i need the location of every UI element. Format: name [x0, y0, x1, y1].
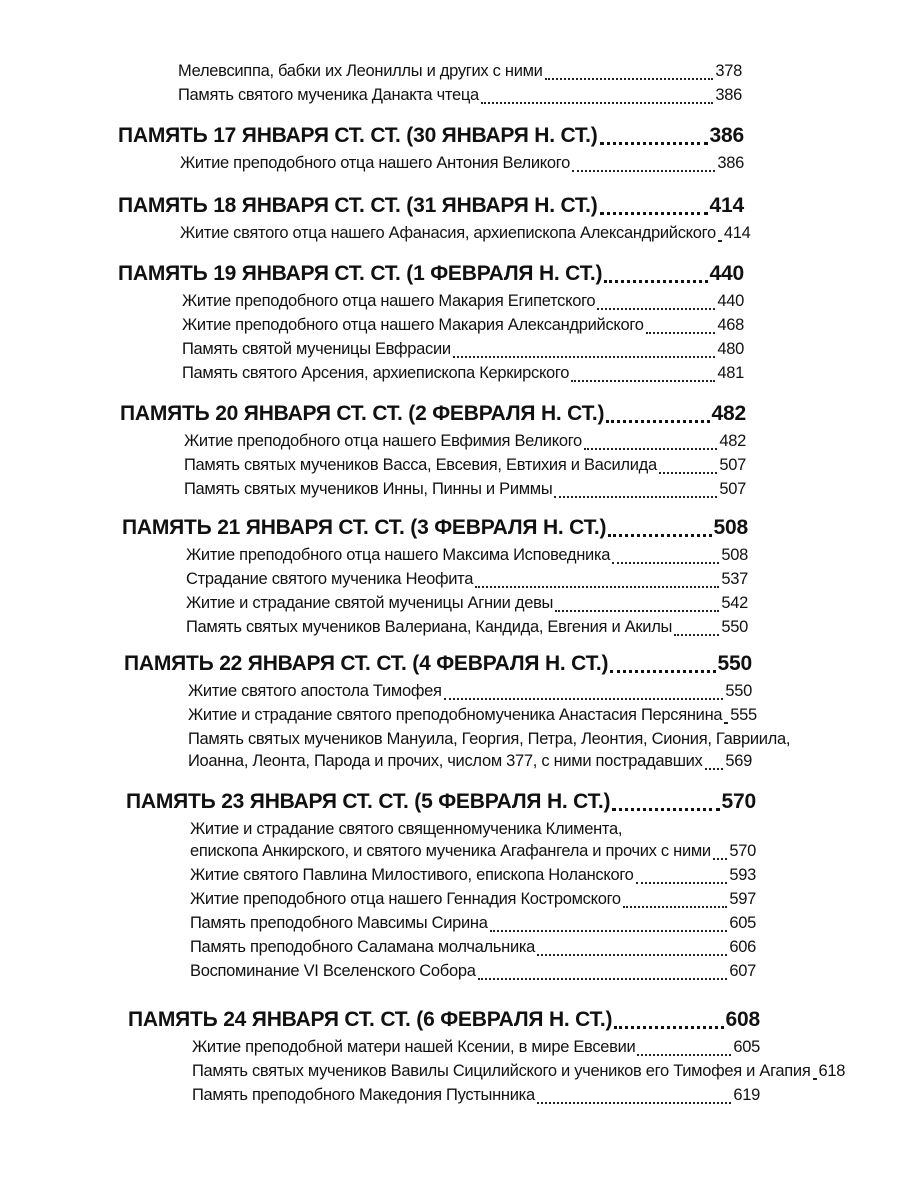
toc-entry[interactable] — [182, 292, 744, 316]
entry-title: Житие святого отца нашего Афанасия, архиепископа Александрийского — [180, 224, 716, 242]
toc-entry[interactable] — [188, 752, 752, 776]
entry-page-number: 507 — [719, 456, 746, 474]
entry-title: Память святых мучеников Вавилы Сицилийского и учеников его Тимофея и Агапия — [192, 1062, 811, 1080]
entry-page-number: 605 — [729, 914, 756, 932]
toc-entry[interactable] — [182, 340, 744, 364]
entry-page-number: 537 — [721, 570, 748, 588]
entry-title: Житие святого апостола Тимофея — [188, 682, 442, 700]
toc-entry[interactable] — [190, 820, 756, 842]
entry-title: Память преподобного Мавсимы Сирина — [190, 914, 488, 932]
entry-title: Житие святого Павлина Милостивого, епископа Ноланского — [190, 866, 634, 884]
entry-page-number: 440 — [717, 292, 744, 310]
dot-leader — [600, 212, 708, 215]
toc-entry[interactable] — [192, 1038, 760, 1062]
section-heading[interactable] — [126, 790, 756, 818]
heading-title: ПАМЯТЬ 20 ЯНВАРЯ СТ. СТ. (2 ФЕВРАЛЯ Н. СТ.) — [120, 402, 605, 425]
toc-entry[interactable] — [182, 316, 744, 340]
section-heading[interactable] — [128, 1008, 760, 1036]
entry-page-number: 605 — [733, 1038, 760, 1056]
entry-title: Житие и страдание святого священномученика Климента, — [190, 820, 623, 838]
entry-title: Память святого мученика Данакта чтеца — [178, 86, 479, 104]
entry-title: Память святых мучеников Васса, Евсевия, Евтихия и Василида — [184, 456, 657, 474]
toc-entry[interactable] — [192, 1086, 760, 1110]
entry-title: Иоанна, Леонта, Парода и прочих, числом 377, с ними пострадавших — [188, 752, 703, 770]
entry-page-number: 606 — [729, 938, 756, 956]
dot-leader — [646, 332, 716, 334]
entry-page-number: 468 — [717, 316, 744, 334]
toc-section — [0, 790, 900, 986]
toc-entry[interactable] — [186, 546, 748, 570]
heading-title: ПАМЯТЬ 22 ЯНВАРЯ СТ. СТ. (4 ФЕВРАЛЯ Н. СТ.) — [124, 652, 609, 675]
entry-title: Житие преподобного отца нашего Антония Великого — [180, 154, 570, 172]
section-heading[interactable] — [118, 124, 744, 152]
toc-entry[interactable] — [190, 914, 756, 938]
heading-title: ПАМЯТЬ 19 ЯНВАРЯ СТ. СТ. (1 ФЕВРАЛЯ Н. СТ.) — [118, 262, 603, 285]
dot-leader — [453, 356, 716, 358]
entry-page-number: 508 — [721, 546, 748, 564]
heading-page-number: 482 — [711, 402, 746, 425]
entry-page-number: 570 — [729, 842, 756, 860]
heading-page-number: 508 — [713, 516, 748, 539]
toc-entry[interactable] — [184, 480, 746, 504]
toc-section — [0, 124, 900, 178]
dot-leader — [490, 930, 728, 932]
section-heading[interactable] — [122, 516, 748, 544]
toc-section — [0, 516, 900, 642]
toc-entry[interactable] — [186, 594, 748, 618]
entry-page-number: 481 — [717, 364, 744, 382]
entry-page-number: 550 — [721, 618, 748, 636]
entry-title: Мелевсиппа, бабки их Леониллы и других с ними — [178, 62, 543, 80]
dot-leader — [718, 240, 722, 242]
entry-page-number: 414 — [723, 224, 751, 242]
entry-page-number: 507 — [719, 480, 746, 498]
dot-leader — [572, 170, 715, 172]
dot-leader — [612, 562, 719, 564]
toc-entry[interactable] — [190, 866, 756, 890]
toc-entry[interactable] — [190, 842, 756, 866]
dot-leader — [614, 1026, 723, 1029]
section-heading[interactable] — [118, 194, 744, 222]
entry-title: Память святых мучеников Инны, Пинны и Риммы — [184, 480, 553, 498]
dot-leader — [600, 142, 708, 145]
entry-title: Память святого Арсения, архиепископа Керкирского — [182, 364, 570, 382]
toc-entry[interactable] — [178, 86, 742, 110]
toc-entry[interactable] — [180, 224, 751, 248]
toc-entry[interactable] — [184, 456, 746, 480]
entry-title: епископа Анкирского, и святого мученика Агафангела и прочих с ними — [190, 842, 711, 860]
section-heading[interactable] — [124, 652, 752, 680]
heading-page-number: 440 — [709, 262, 744, 285]
toc-entry[interactable] — [178, 62, 742, 86]
heading-page-number: 570 — [721, 790, 756, 813]
entry-title: Житие преподобного отца нашего Геннадия Костромского — [190, 890, 621, 908]
entry-page-number: 542 — [721, 594, 748, 612]
toc-entry[interactable] — [188, 706, 757, 730]
toc-section — [0, 262, 900, 388]
toc-entry[interactable] — [184, 432, 746, 456]
entry-title: Житие преподобного отца нашего Евфимия Великого — [184, 432, 582, 450]
entry-title: Житие преподобной матери нашей Ксении, в мире Евсевии — [192, 1038, 636, 1056]
toc-entry[interactable] — [190, 890, 756, 914]
dot-leader — [537, 954, 727, 956]
dot-leader — [623, 906, 728, 908]
dot-leader — [597, 308, 715, 310]
dot-leader — [604, 280, 707, 283]
toc-entry[interactable] — [186, 570, 748, 594]
dot-leader — [554, 496, 717, 498]
dot-leader — [545, 78, 714, 80]
toc-section — [0, 402, 900, 504]
dot-leader — [478, 978, 728, 980]
entry-title: Страдание святого мученика Неофита — [186, 570, 474, 588]
toc-section — [0, 62, 900, 110]
dot-leader — [608, 534, 711, 537]
toc-entry[interactable] — [192, 1062, 846, 1086]
heading-page-number: 414 — [709, 194, 744, 217]
dot-leader — [444, 698, 724, 700]
heading-title: ПАМЯТЬ 17 ЯНВАРЯ СТ. СТ. (30 ЯНВАРЯ Н. СТ.) — [118, 124, 598, 147]
dot-leader — [537, 1102, 732, 1104]
entry-title: Житие и страдание святой мученицы Агнии девы — [186, 594, 554, 612]
toc-entry[interactable] — [182, 364, 744, 388]
entry-title: Воспоминание VI Вселенского Собора — [190, 962, 476, 980]
entry-page-number: 378 — [715, 62, 742, 80]
toc-section — [0, 652, 900, 776]
entry-page-number: 555 — [730, 706, 757, 724]
toc-entry[interactable] — [186, 618, 748, 642]
entry-page-number: 386 — [717, 154, 744, 172]
dot-leader — [612, 808, 719, 811]
dot-leader — [636, 882, 728, 884]
entry-title: Житие преподобного отца нашего Макария Египетского — [182, 292, 596, 310]
heading-page-number: 386 — [709, 124, 744, 147]
toc-entry[interactable] — [188, 730, 791, 752]
entry-page-number: 607 — [729, 962, 756, 980]
section-heading[interactable] — [120, 402, 746, 430]
entry-page-number: 593 — [729, 866, 756, 884]
dot-leader — [571, 380, 715, 382]
toc-section — [0, 1008, 900, 1110]
dot-leader — [713, 858, 728, 860]
dot-leader — [584, 448, 717, 450]
entry-title: Память преподобного Саламана молчальника — [190, 938, 536, 956]
dot-leader — [674, 634, 719, 636]
dot-leader — [813, 1078, 817, 1080]
toc-entry[interactable] — [190, 962, 756, 986]
heading-title: ПАМЯТЬ 18 ЯНВАРЯ СТ. СТ. (31 ЯНВАРЯ Н. СТ.) — [118, 194, 598, 217]
heading-page-number: 608 — [725, 1008, 760, 1031]
entry-title: Память святых мучеников Валериана, Кандида, Евгения и Акилы — [186, 618, 673, 636]
entry-title: Житие преподобного отца нашего Максима Исповедника — [186, 546, 611, 564]
dot-leader — [637, 1054, 731, 1056]
entry-page-number: 597 — [729, 890, 756, 908]
entry-page-number: 386 — [715, 86, 742, 104]
dot-leader — [481, 102, 714, 104]
entry-title: Память святой мученицы Евфрасии — [182, 340, 451, 358]
entry-page-number: 619 — [733, 1086, 760, 1104]
dot-leader — [659, 472, 717, 474]
dot-leader — [475, 586, 719, 588]
entry-page-number: 480 — [717, 340, 744, 358]
dot-leader — [610, 670, 715, 673]
toc-entry[interactable] — [188, 682, 752, 706]
toc-entry[interactable] — [180, 154, 744, 178]
heading-title: ПАМЯТЬ 21 ЯНВАРЯ СТ. СТ. (3 ФЕВРАЛЯ Н. СТ.) — [122, 516, 607, 539]
entry-page-number: 569 — [725, 752, 752, 770]
entry-page-number: 550 — [725, 682, 752, 700]
entry-title: Память святых мучеников Мануила, Георгия, Петра, Леонтия, Сиония, Гавриила, — [188, 730, 791, 748]
entry-page-number: 618 — [818, 1062, 846, 1080]
entry-title: Память преподобного Македония Пустынника — [192, 1086, 535, 1104]
toc-section — [0, 194, 900, 248]
entry-title: Житие преподобного отца нашего Макария Александрийского — [182, 316, 644, 334]
dot-leader — [555, 610, 719, 612]
heading-title: ПАМЯТЬ 23 ЯНВАРЯ СТ. СТ. (5 ФЕВРАЛЯ Н. СТ.) — [126, 790, 611, 813]
dot-leader — [606, 420, 709, 423]
heading-title: ПАМЯТЬ 24 ЯНВАРЯ СТ. СТ. (6 ФЕВРАЛЯ Н. СТ.) — [128, 1008, 613, 1031]
toc-entry[interactable] — [190, 938, 756, 962]
entry-title: Житие и страдание святого преподобномученика Анастасия Персянина — [188, 706, 723, 724]
dot-leader — [724, 722, 728, 724]
entry-page-number: 482 — [719, 432, 746, 450]
dot-leader — [705, 768, 724, 770]
section-heading[interactable] — [118, 262, 744, 290]
heading-page-number: 550 — [717, 652, 752, 675]
